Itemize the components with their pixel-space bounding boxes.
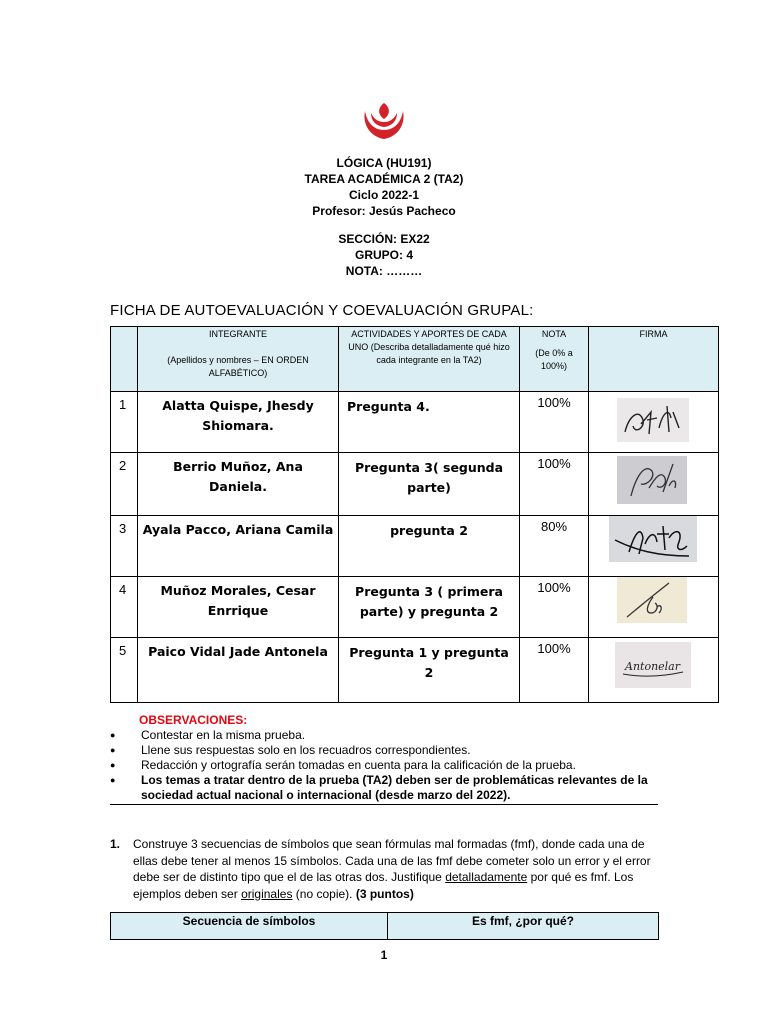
group-header (0, 231, 768, 279)
row-number: 4 (119, 582, 127, 597)
question-points: (3 puntos) (355, 886, 414, 901)
member-activity: Pregunta 3 ( primera parte) y pregunta 2 (355, 584, 503, 619)
header-integrante (138, 327, 339, 392)
table-row (111, 516, 719, 577)
row-number: 1 (119, 397, 127, 412)
header-reason: Es fmf, ¿por qué? (388, 913, 659, 940)
question-emphasis: originales (241, 886, 293, 901)
header-actividades (339, 327, 520, 392)
header-nota (520, 327, 589, 392)
svg-text:Antonelar: Antonelar (625, 660, 680, 673)
signature-cell (589, 392, 719, 453)
member-grade: 80% (540, 519, 568, 534)
group-label: GRUPO: 4 (354, 248, 413, 262)
row-number: 5 (119, 643, 127, 658)
header-sequence: Secuencia de símbolos (111, 913, 388, 940)
table-row (111, 577, 719, 638)
evaluation-table (110, 326, 719, 703)
signature-cell (589, 516, 719, 577)
member-activity: Pregunta 4. (347, 399, 430, 414)
signature-cell (589, 638, 719, 703)
header-firma (589, 327, 719, 392)
signature-image (609, 516, 697, 562)
question-text-b: por qué es fmf. Los ejemplos deben ser (133, 870, 634, 901)
signature-image (617, 456, 687, 504)
question-number: 1. (110, 837, 121, 851)
member-grade: 100% (537, 580, 571, 595)
header-nota-sub: (De 0% a 100%) (535, 348, 573, 371)
task-title: TAREA ACADÉMICA 2 (TA2) (304, 172, 464, 186)
header-integrante-sub: (Apellidos y nombres – EN ORDEN ALFABÉTICO) (167, 355, 309, 378)
header-nota-label: NOTA (541, 329, 567, 339)
grade-label: NOTA: ……… (345, 264, 423, 278)
form-title: FICHA DE AUTOEVALUACIÓN Y COEVALUACIÓN GRUPAL: (110, 302, 534, 319)
member-name: Berrio Muñoz, Ana Daniela. (173, 459, 303, 494)
member-activity: Pregunta 3( segunda parte) (354, 460, 504, 495)
question-text-a: Construye 3 secuencias de símbolos que sean fórmulas mal formadas (fmf), donde cada una de ellas debe tener al menos 15 símbolos. Cada una de las fmf debe cometer solo un error y el error debe ser de distinto tipo que el de las otras dos. Justifique (133, 837, 651, 884)
observations-title: OBSERVACIONES: (139, 713, 248, 727)
table-header-row (111, 913, 659, 940)
course-title: LÓGICA (HU191) (336, 156, 432, 170)
course-header (0, 155, 768, 219)
table-row (111, 453, 719, 516)
list-item: ● Los temas a tratar dentro de la prueba (TA2) deben ser de problemáticas relevantes de la sociedad actual nacional o internacional (desde marzo del 2022). (110, 773, 658, 803)
member-name: Muñoz Morales, Cesar Enrrique (160, 583, 316, 618)
professor-label: Profesor: Jesús Pacheco (312, 204, 456, 218)
page-number: 1 (380, 948, 388, 962)
table-header-row (111, 327, 719, 392)
member-name: Ayala Pacco, Ariana Camila (142, 522, 334, 537)
header-firma-label: FIRMA (639, 329, 668, 339)
table-row (111, 638, 719, 703)
observations-list (110, 728, 658, 803)
member-name: Alatta Quispe, Jhesdy Shiomara. (162, 398, 314, 433)
question-text (110, 836, 660, 902)
signature-cell (589, 453, 719, 516)
member-grade: 100% (537, 456, 571, 471)
question-1 (110, 836, 660, 902)
signature-image (617, 398, 689, 442)
sequence-table (110, 912, 659, 940)
header-actividades-label: ACTIVIDADES Y APORTES DE CADA UNO (Describa detalladamente qué hizo cada integrante en la TA2) (348, 329, 510, 365)
member-grade: 100% (537, 395, 571, 410)
member-activity: pregunta 2 (390, 523, 468, 538)
cycle-label: Ciclo 2022-1 (348, 188, 420, 202)
header-integrante-label: INTEGRANTE (208, 329, 267, 339)
member-grade: 100% (537, 641, 571, 656)
list-item: ● Llene sus respuestas solo en los recuadros correspondientes. (110, 743, 658, 758)
divider (110, 804, 658, 805)
list-item: ● Redacción y ortografía serán tomadas en cuenta para la calificación de la prueba. (110, 758, 658, 773)
member-name: Paico Vidal Jade Antonela (148, 644, 328, 659)
row-number: 3 (119, 521, 127, 536)
signature-image (617, 577, 687, 623)
row-number: 2 (119, 458, 127, 473)
header-number (111, 327, 138, 392)
signature-image (615, 642, 691, 688)
question-emphasis: detalladamente (445, 870, 528, 884)
member-activity: Pregunta 1 y pregunta 2 (349, 645, 509, 680)
list-item: ● Contestar en la misma prueba. (110, 728, 658, 743)
question-text-c: (no copie). (292, 886, 356, 901)
section-label: SECCIÓN: EX22 (338, 232, 430, 246)
university-logo (361, 99, 407, 141)
table-row (111, 392, 719, 453)
signature-cell (589, 577, 719, 638)
